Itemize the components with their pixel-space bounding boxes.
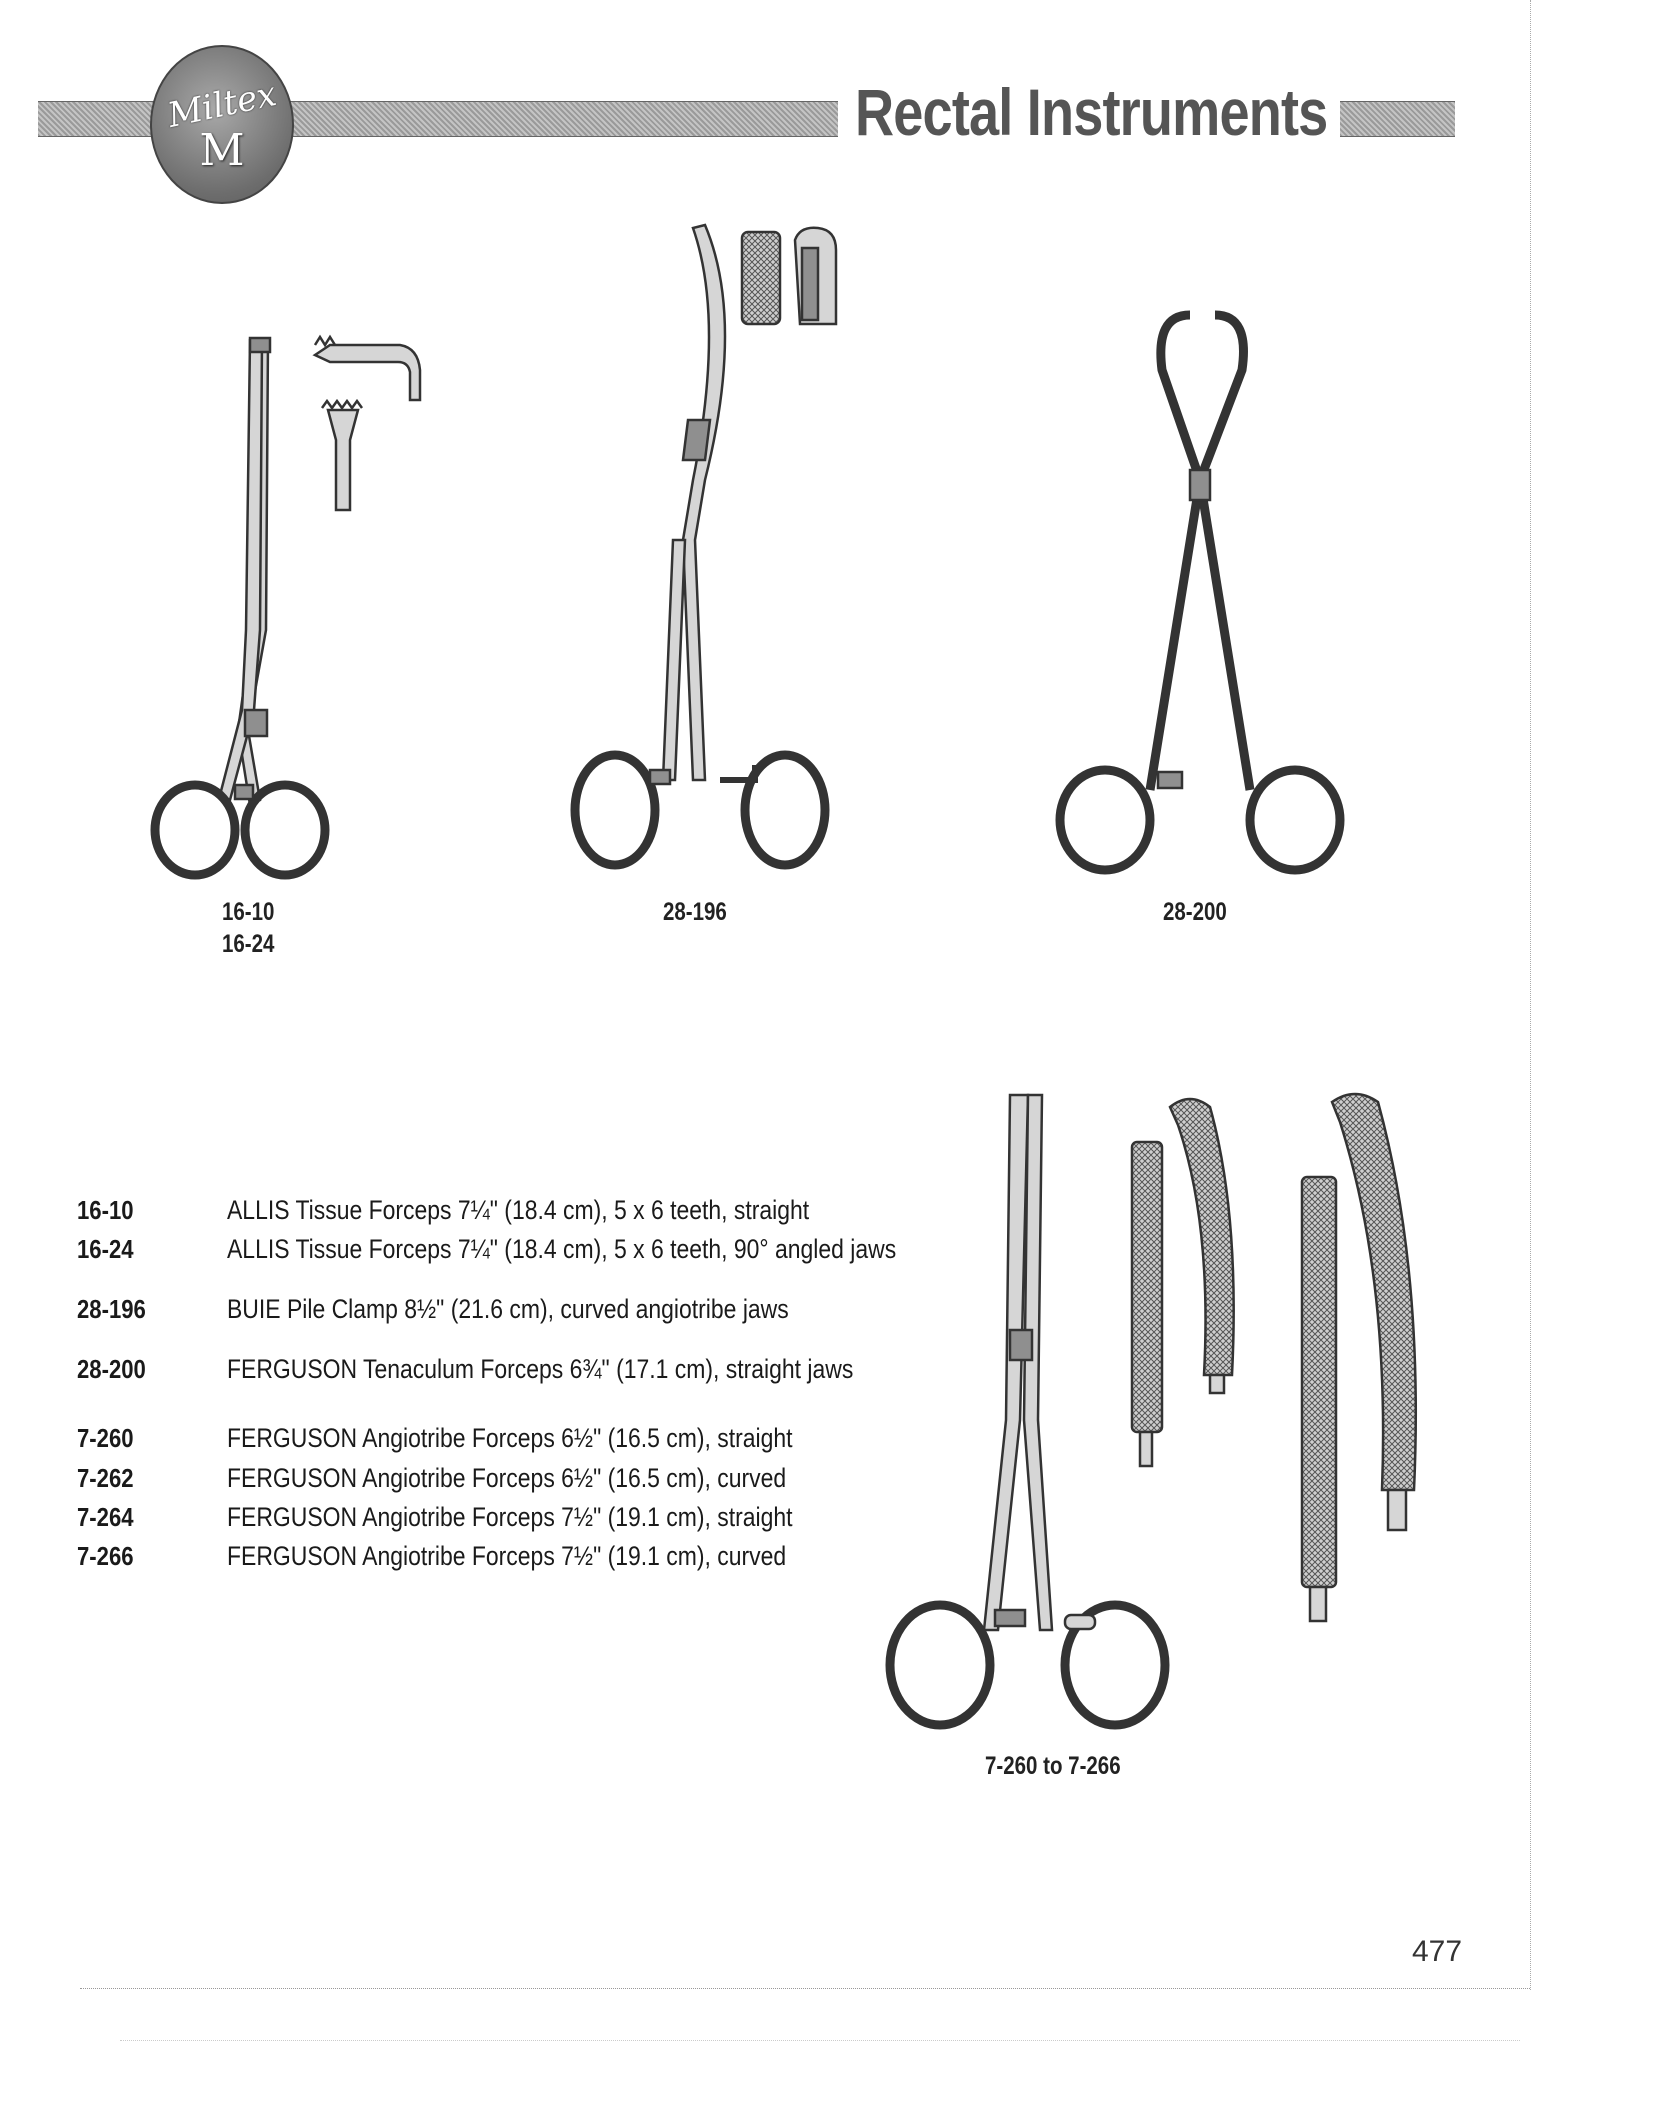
allis-forceps-illustration xyxy=(150,330,330,900)
figure-caption-7-260-to-7-266: 7-260 to 7-266 xyxy=(985,1752,1121,1780)
angiotribe-curved-jaw-long-icon xyxy=(1320,1090,1430,1535)
item-code: 16-24 xyxy=(77,1234,134,1264)
figure-caption-28-200: 28-200 xyxy=(1163,898,1227,926)
bottom-scan-noise xyxy=(120,2040,1520,2041)
item-code: 7-262 xyxy=(77,1463,134,1493)
item-description: FERGUSON Tenaculum Forceps 6¾" (17.1 cm), straight jaws xyxy=(227,1354,854,1384)
figure-caption-16-10: 16-10 xyxy=(222,898,275,926)
allis-jaw-detail-icon xyxy=(310,330,430,520)
header-band-right xyxy=(1340,101,1455,137)
item-code: 7-266 xyxy=(77,1541,134,1571)
item-code: 28-200 xyxy=(77,1354,146,1384)
item-description: ALLIS Tissue Forceps 7¼" (18.4 cm), 5 x 6 teeth, 90° angled jaws xyxy=(227,1234,897,1264)
header-band-middle xyxy=(286,101,838,137)
item-code: 28-196 xyxy=(77,1294,146,1324)
figure-caption-28-196: 28-196 xyxy=(663,898,727,926)
figure-caption-16-24: 16-24 xyxy=(222,930,275,958)
ferguson-tenaculum-illustration xyxy=(1050,310,1350,900)
page-title: Rectal Instruments xyxy=(855,75,1328,149)
header-band-left xyxy=(38,101,158,137)
logo-script-text: Miltex xyxy=(164,74,280,136)
item-description: FERGUSON Angiotribe Forceps 7½" (19.1 cm), curved xyxy=(227,1541,787,1571)
item-description: FERGUSON Angiotribe Forceps 6½" (16.5 cm), straight xyxy=(227,1423,793,1453)
buie-jaw-detail-icon xyxy=(740,220,850,330)
item-description: BUIE Pile Clamp 8½" (21.6 cm), curved angiotribe jaws xyxy=(227,1294,789,1324)
miltex-logo xyxy=(150,45,294,204)
bottom-rule xyxy=(80,1988,1530,1989)
item-code: 16-10 xyxy=(77,1195,134,1225)
item-code: 7-264 xyxy=(77,1502,134,1532)
item-description: FERGUSON Angiotribe Forceps 7½" (19.1 cm), straight xyxy=(227,1502,793,1532)
angiotribe-curved-jaw-short-icon xyxy=(1160,1095,1250,1395)
logo-monogram: M xyxy=(199,125,245,176)
item-description: ALLIS Tissue Forceps 7¼" (18.4 cm), 5 x 6 teeth, straight xyxy=(227,1195,810,1225)
page-number: 477 xyxy=(1412,1935,1463,1968)
right-margin-rule xyxy=(1530,0,1531,1990)
item-description: FERGUSON Angiotribe Forceps 6½" (16.5 cm), curved xyxy=(227,1463,787,1493)
item-code: 7-260 xyxy=(77,1423,134,1453)
